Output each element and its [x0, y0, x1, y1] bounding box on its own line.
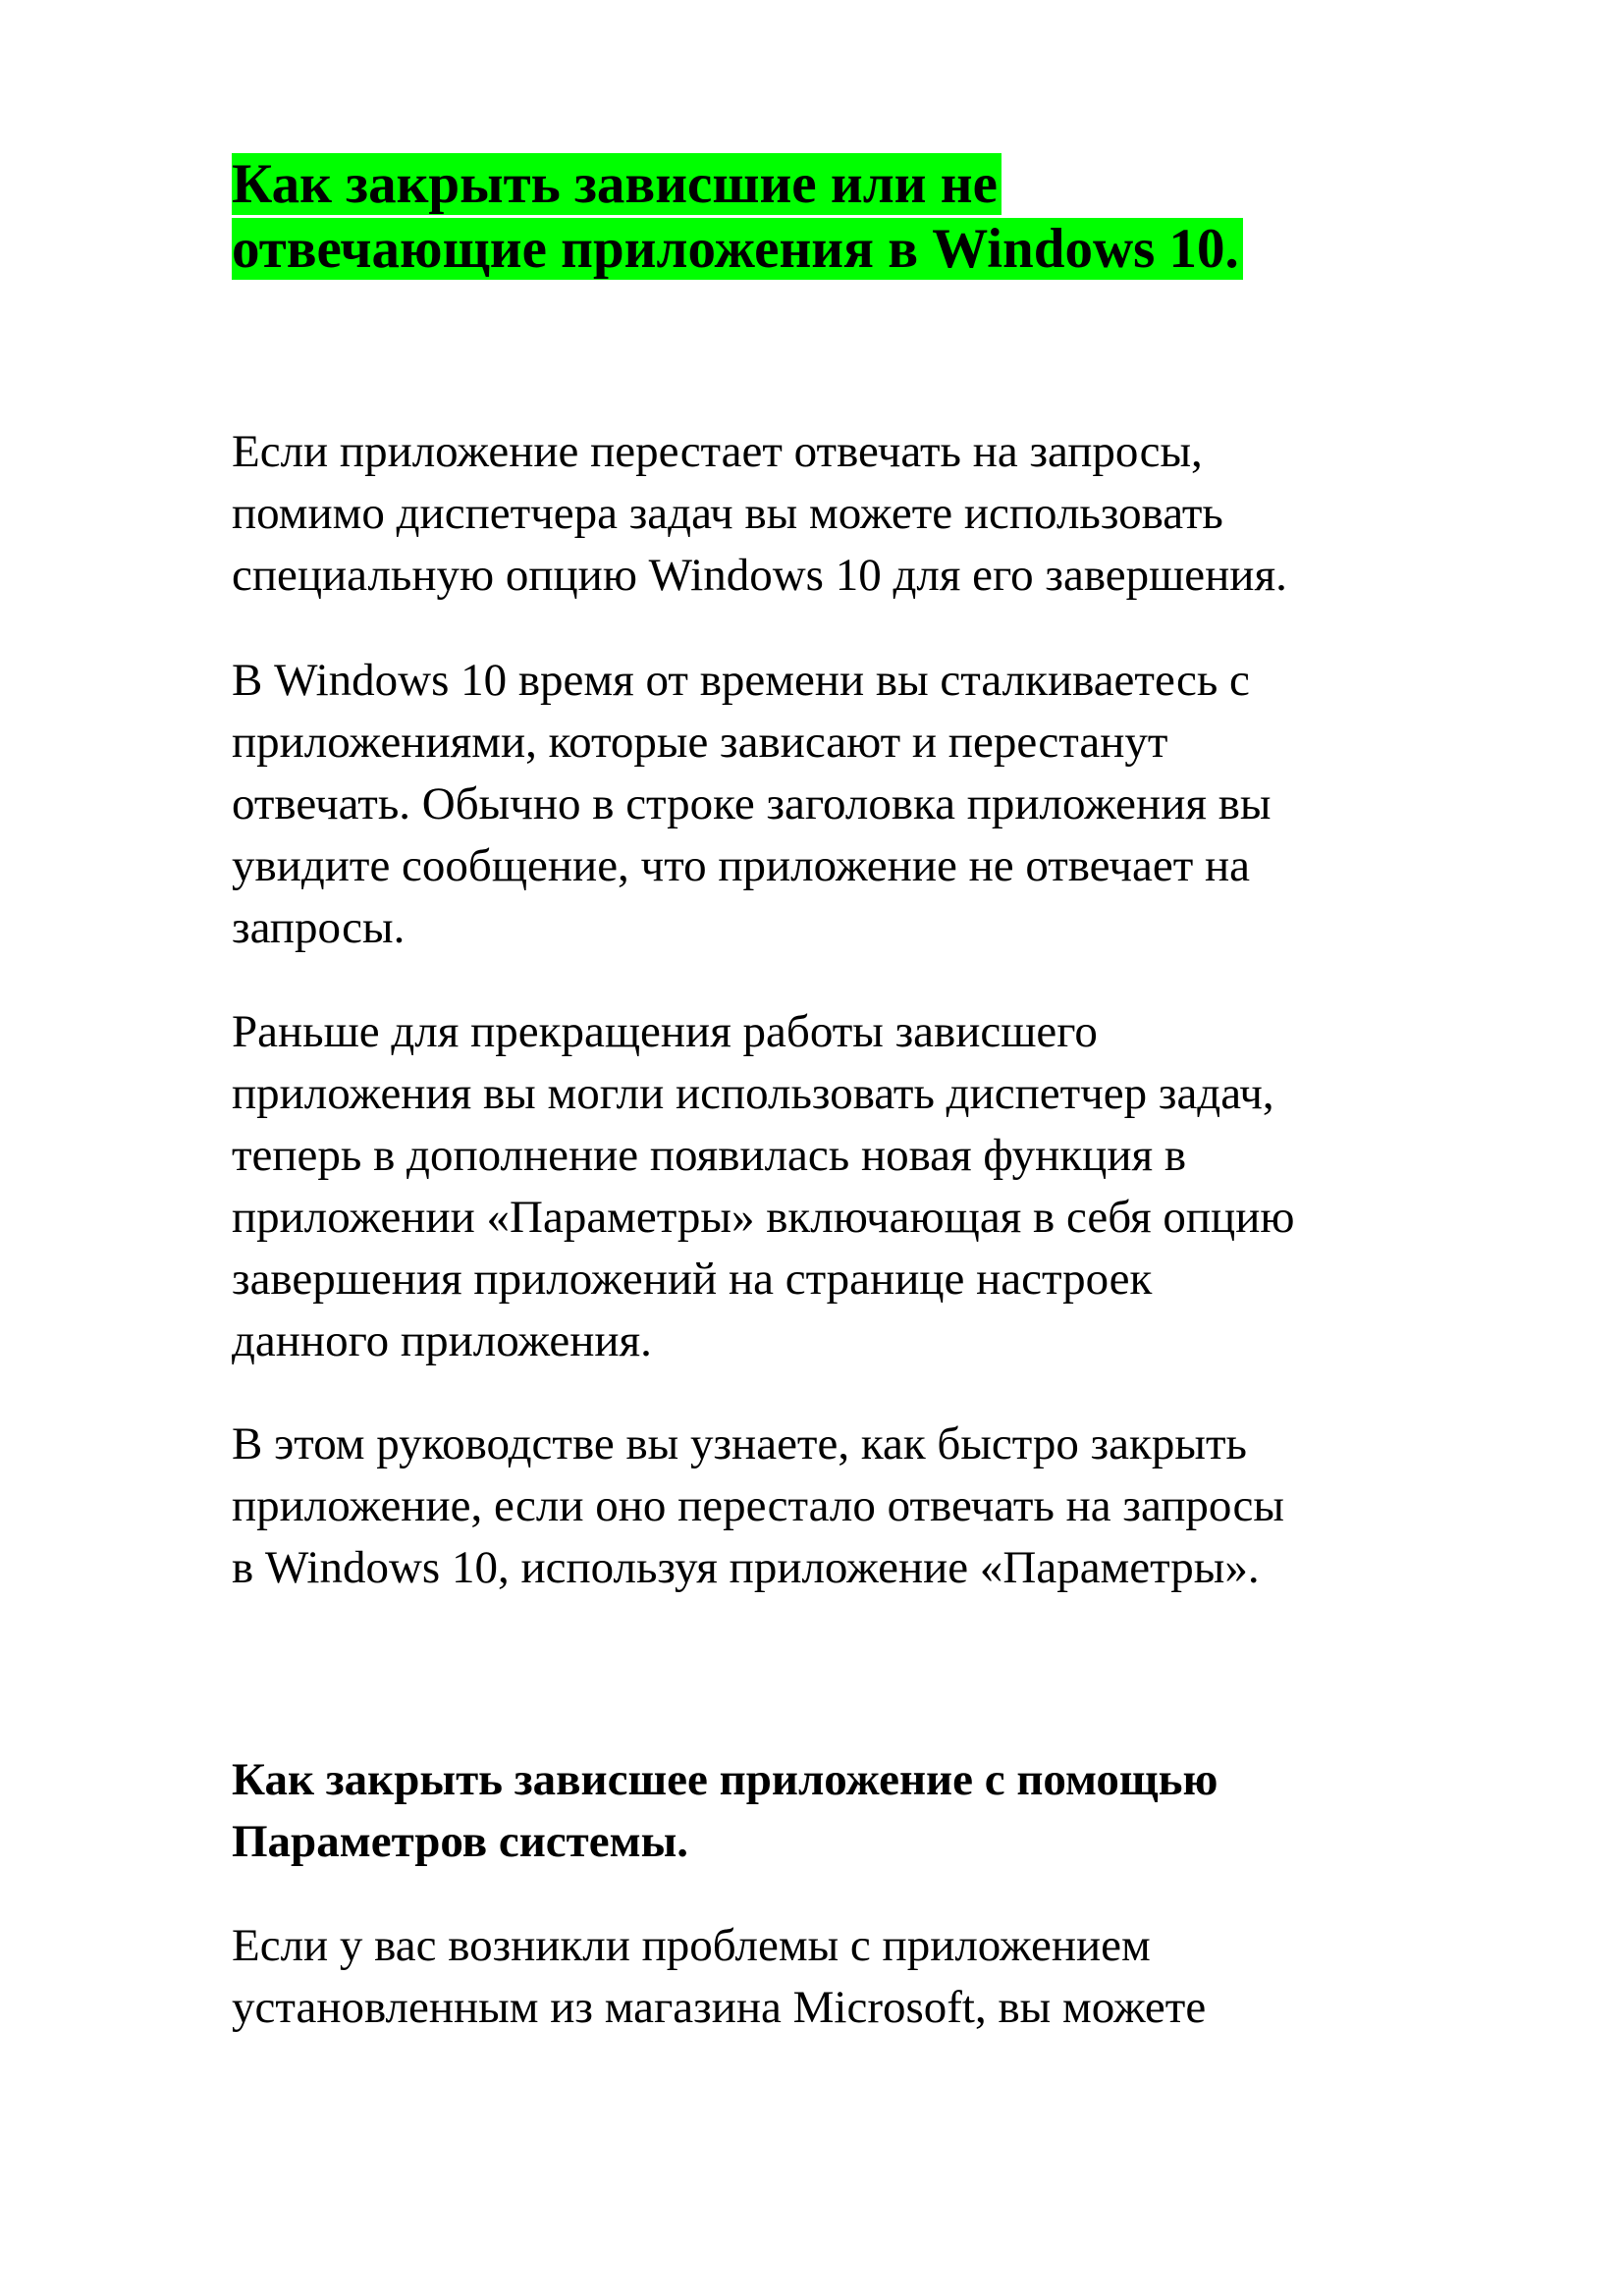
document-title [232, 152, 1469, 282]
paragraph-hanging-apps [232, 650, 1528, 959]
paragraph-line: приложениями, которые зависают и перестанут [232, 717, 1168, 768]
paragraph-line: В Windows 10 время от времени вы сталкиваетесь с [232, 655, 1250, 706]
paragraph-line: помимо диспетчера задач вы можете использовать [232, 488, 1223, 539]
paragraph-line: запросы. [232, 902, 406, 953]
paragraph-intro [232, 421, 1528, 607]
paragraph-line: теперь в дополнение появилась новая функция в [232, 1130, 1187, 1181]
paragraph-line: приложения вы могли использовать диспетчер задач, [232, 1068, 1274, 1119]
paragraph-line: Раньше для прекращения работы зависшего [232, 1006, 1098, 1057]
title-line: Как закрыть зависшие или не [232, 152, 1469, 217]
paragraph-line: отвечать. Обычно в строке заголовка приложения вы [232, 778, 1272, 829]
paragraph-line: приложении «Параметры» включающая в себя опцию [232, 1192, 1295, 1243]
paragraph-line: приложение, если оно перестало отвечать на запросы [232, 1480, 1284, 1531]
paragraph-line: данного приложения. [232, 1315, 652, 1366]
paragraph-line: специальную опцию Windows 10 для его завершения. [232, 550, 1287, 601]
paragraph-task-manager [232, 1001, 1528, 1372]
paragraph-line: в Windows 10, используя приложение «Параметры». [232, 1542, 1260, 1593]
paragraph-line: В этом руководстве вы узнаете, как быстро закрыть [232, 1418, 1247, 1469]
paragraph-line: установленным из магазина Microsoft, вы можете [232, 1982, 1207, 2033]
paragraph-line: Если у вас возникли проблемы с приложением [232, 1920, 1151, 1971]
title-line: отвечающие приложения в Windows 10. [232, 217, 1469, 282]
paragraph-store-apps [232, 1915, 1528, 2039]
paragraph-line: завершения приложений на странице настроек [232, 1254, 1153, 1305]
heading-line: Параметров системы. [232, 1816, 689, 1867]
paragraph-guide-intro [232, 1414, 1528, 1599]
heading-line: Как закрыть зависшее приложение с помощью [232, 1754, 1218, 1805]
paragraph-line: увидите сообщение, что приложение не отвечает на [232, 840, 1251, 891]
section-heading [232, 1749, 1528, 1873]
paragraph-line: Если приложение перестает отвечать на запросы, [232, 426, 1203, 477]
